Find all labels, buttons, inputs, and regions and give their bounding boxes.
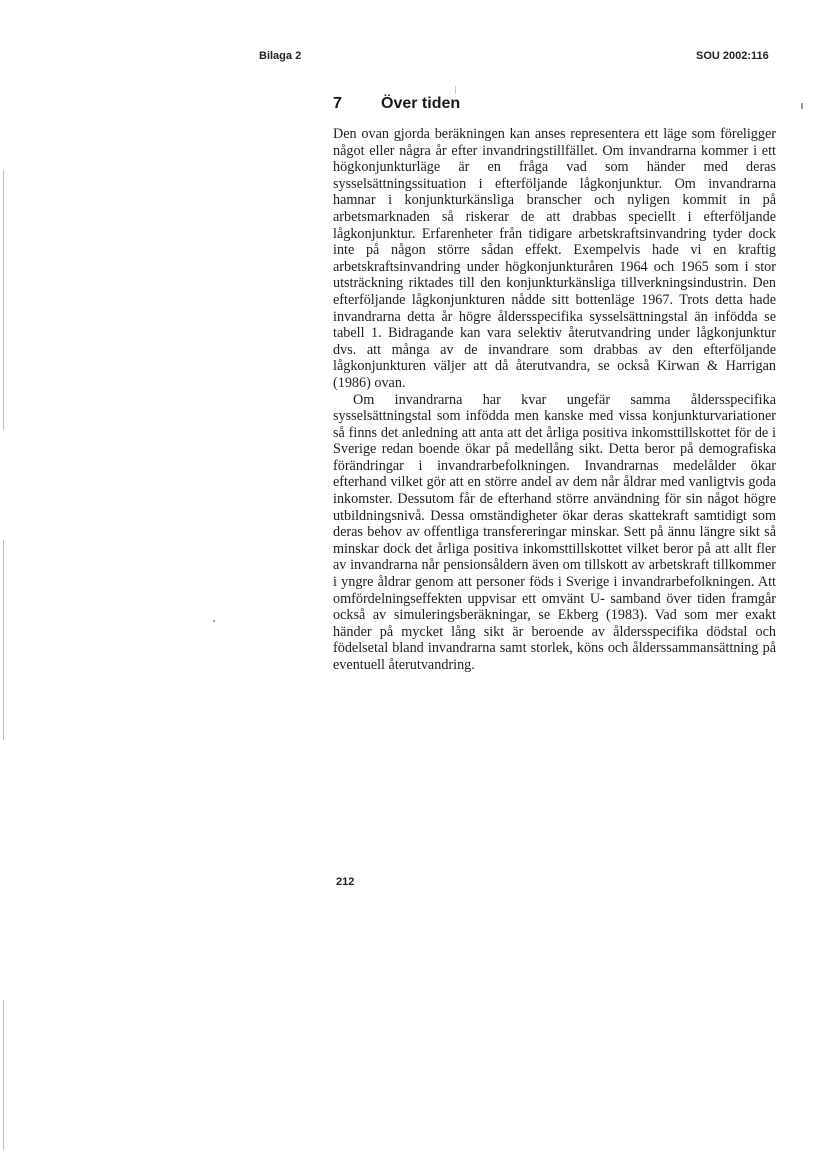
paragraph-1: Den ovan gjorda beräkningen kan anses representera ett läge som föreligger något eller några år efter invandringstillfället. Om invandrarna kommer i ett högkonjunkturläge är en fråga vad som händer med deras sysselsättningssituation i efterföljande lågkonjunktur. Om invandrarna hamnar i konjunkturkänsliga branscher och nyligen kommit in på arbetsmarknaden så riskerar de att drabbas speciellt i efterföljande lågkonjunktur. Erfarenheter från tidigare arbetskraftsinvandring tyder dock inte på någon större sådan effekt. Exempelvis hade vi en kraftig arbetskraftsinvandring under högkonjunkturåren 1964 och 1965 som i stor utsträckning riktades till den konjunkturkänsliga tillverkningsindustrin. Den efterföljande lågkonjunkturen nådde sitt bottenläge 1967. Trots detta hade invandrarna detta år högre åldersspecifika sysselsättningstal än infödda se tabell 1. Bidragande kan vara selektiv återutvandring under lågkonjunktur dvs. att många av de invandrare som drabbas av den efterföljande lågkonjunkturen väljer att då återutvandra, se också Kirwan & Harrigan (1986) ovan. <box>333 126 776 391</box>
scan-artifact-line <box>3 170 4 430</box>
scan-artifact-line <box>3 540 4 740</box>
scan-speck <box>801 103 803 109</box>
scan-speck <box>455 86 456 94</box>
scan-speck <box>213 620 215 622</box>
running-header-right: SOU 2002:116 <box>696 50 769 62</box>
page-number: 212 <box>336 876 355 888</box>
scan-artifact-line <box>3 1000 4 1150</box>
section-number: 7 <box>333 95 342 112</box>
section-heading <box>333 95 460 113</box>
section-title: Över tiden <box>381 95 461 112</box>
body-text <box>333 126 776 674</box>
paragraph-2: Om invandrarna har kvar ungefär samma åldersspecifika sysselsättningstal som infödda men kanske med vissa konjunkturvariationer så finns det anledning att anta att det årliga positiva inkomsttillskottet för de i Sverige redan boende ökar på medellång sikt. Detta beror på demografiska förändringar i invandrarbefolkningen. Invandrarnas medelålder ökar efterhand vilket gör att en större andel av dem når åldrar med vanligtvis goda inkomster. Dessutom får de efterhand större användning för sin något högre utbildningsnivå. Dessa omständigheter ökar deras skattekraft samtidigt som deras behov av offentliga transfereringar minskar. Sett på ännu längre sikt så minskar dock det årliga positiva inkomsttillskottet vilket beror på att allt fler av invandrarna når pensionsåldern även om tillskott av arbetskraft tillkommer i yngre åldrar genom att personer föds i Sverige i invandrarbefolkningen. Att omfördelningseffekten uppvisar ett omvänt U- samband över tiden framgår också av simuleringsberäkningar, se Ekberg (1983). Vad som mer exakt händer på mycket lång sikt är beroende av åldersspecifika dödstal och födelsetal bland invandrarna samt storlek, köns och ålderssammansättning på eventuell återutvandring. <box>333 391 776 673</box>
running-header-left: Bilaga 2 <box>259 50 302 62</box>
